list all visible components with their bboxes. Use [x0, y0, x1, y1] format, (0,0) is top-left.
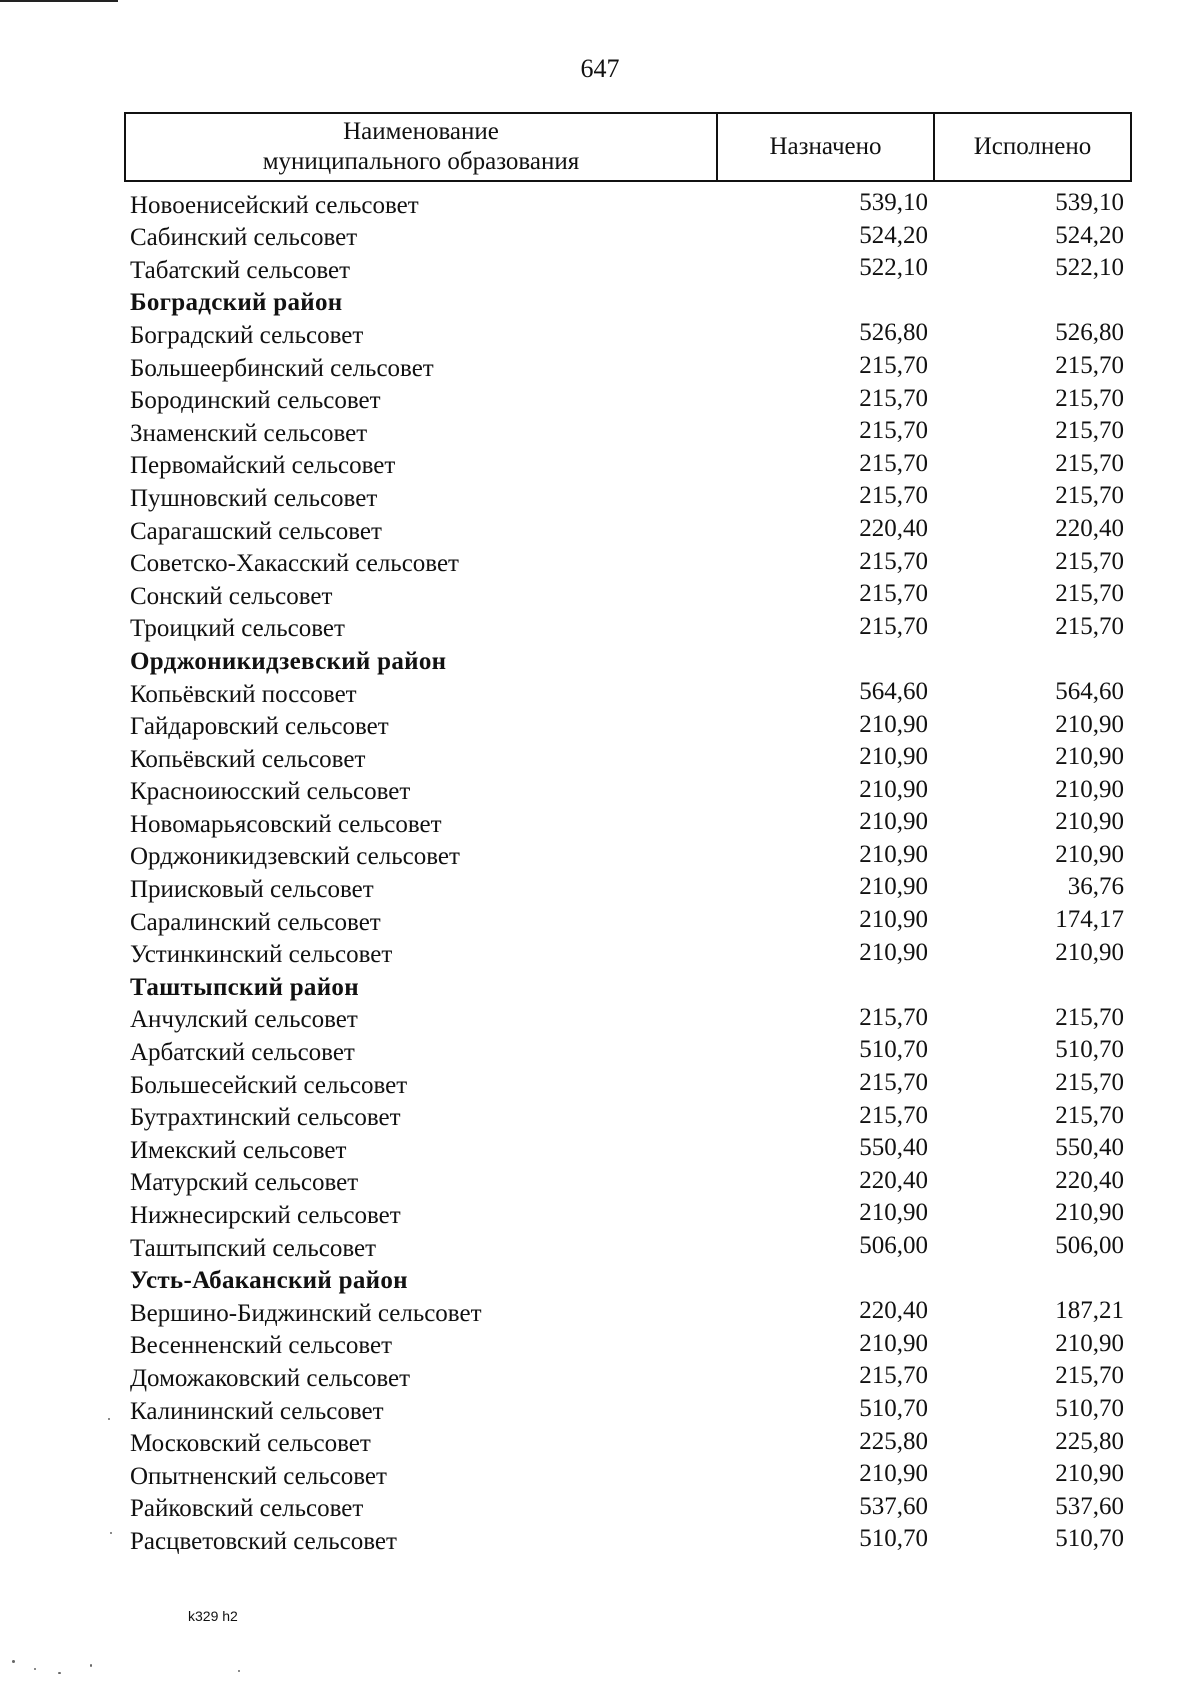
executed-value: 210,90 [1055, 710, 1124, 738]
assigned-value: 215,70 [859, 449, 928, 477]
executed-value: 524,20 [1055, 221, 1124, 249]
executed-value: 215,70 [1055, 1101, 1124, 1129]
scan-speck [34, 1668, 36, 1670]
scan-speck [90, 1664, 92, 1667]
assigned-value: 215,70 [859, 612, 928, 640]
table-body [128, 188, 1132, 1557]
executed-value: 522,10 [1055, 254, 1124, 282]
assigned-value: 215,70 [859, 547, 928, 575]
header-name [126, 114, 718, 180]
table-row [128, 905, 1132, 938]
scan-speck [110, 1532, 112, 1534]
municipality-name: Новомарьясовский сельсовет [130, 810, 442, 838]
table-row [128, 514, 1132, 547]
table-row [128, 1524, 1132, 1557]
assigned-value: 215,70 [859, 1003, 928, 1031]
municipality-name: Большеербинский сельсовет [130, 354, 434, 382]
assigned-value: 510,70 [859, 1036, 928, 1064]
municipality-name: Калининский сельсовет [130, 1397, 384, 1425]
municipality-name: Пушновский сельсовет [130, 484, 378, 512]
executed-value: 36,76 [1067, 873, 1124, 901]
assigned-value: 210,90 [859, 906, 928, 934]
assigned-value: 220,40 [859, 514, 928, 542]
table-row [128, 1361, 1132, 1394]
assigned-value: 210,90 [859, 743, 928, 771]
table-row [128, 1003, 1132, 1036]
assigned-value: 215,70 [859, 1069, 928, 1097]
assigned-value: 564,60 [859, 677, 928, 705]
municipality-name: Сабинский сельсовет [130, 224, 358, 252]
assigned-value: 210,90 [859, 775, 928, 803]
assigned-value: 210,90 [859, 1460, 928, 1488]
table-row [128, 1133, 1132, 1166]
executed-value: 210,90 [1055, 938, 1124, 966]
municipality-name: Вершино-Биджинский сельсовет [130, 1299, 482, 1327]
municipality-name: Расцветовский сельсовет [130, 1527, 397, 1555]
municipality-name: Знаменский сельсовет [130, 419, 368, 447]
municipality-name: Советско-Хакасский сельсовет [130, 550, 459, 578]
executed-value: 537,60 [1055, 1492, 1124, 1520]
municipality-name: Красноиюсский сельсовет [130, 778, 411, 806]
municipality-name: Новоенисейский сельсовет [130, 191, 419, 219]
table-row [128, 351, 1132, 384]
executed-value: 215,70 [1055, 1362, 1124, 1390]
assigned-value: 215,70 [859, 1101, 928, 1129]
executed-value: 215,70 [1055, 417, 1124, 445]
table-row [128, 1166, 1132, 1199]
assigned-value: 550,40 [859, 1134, 928, 1162]
executed-value: 215,70 [1055, 1003, 1124, 1031]
table-row [128, 579, 1132, 612]
table-row [128, 188, 1132, 221]
executed-value: 510,70 [1055, 1036, 1124, 1064]
header-name-line1: Наименование [343, 118, 499, 145]
municipality-name: Саралинский сельсовет [130, 908, 381, 936]
assigned-value: 524,20 [859, 221, 928, 249]
municipality-name: Весенненский сельсовет [130, 1332, 393, 1360]
executed-value: 564,60 [1055, 677, 1124, 705]
assigned-value: 526,80 [859, 319, 928, 347]
executed-value: 526,80 [1055, 319, 1124, 347]
executed-value: 215,70 [1055, 580, 1124, 608]
executed-value: 220,40 [1055, 514, 1124, 542]
assigned-value: 537,60 [859, 1492, 928, 1520]
table-row [128, 1296, 1132, 1329]
executed-value: 215,70 [1055, 449, 1124, 477]
executed-value: 220,40 [1055, 1166, 1124, 1194]
district-row [128, 644, 1132, 677]
header-name-line2: муниципального образования [262, 148, 580, 175]
assigned-value: 210,90 [859, 938, 928, 966]
executed-value: 215,70 [1055, 612, 1124, 640]
scan-speck [108, 1418, 110, 1420]
table-row [128, 872, 1132, 905]
municipality-name: Копьёвский сельсовет [130, 745, 366, 773]
footer-code: k329 h2 [188, 1608, 238, 1624]
table-row [128, 449, 1132, 482]
district-row [128, 970, 1132, 1003]
assigned-value: 510,70 [859, 1394, 928, 1422]
executed-value: 539,10 [1055, 189, 1124, 216]
municipality-name: Сарагашский сельсовет [130, 517, 382, 545]
table-row [128, 1101, 1132, 1134]
municipality-name: Райковский сельсовет [130, 1495, 364, 1523]
scan-speck [238, 1670, 240, 1672]
table-row [128, 416, 1132, 449]
assigned-value: 225,80 [859, 1427, 928, 1455]
municipality-name: Таштыпский сельсовет [130, 1234, 376, 1262]
table-row [128, 807, 1132, 840]
executed-value: 215,70 [1055, 482, 1124, 510]
table-row [128, 481, 1132, 514]
executed-value: 215,70 [1055, 547, 1124, 575]
executed-value: 174,17 [1055, 906, 1124, 934]
municipality-name: Анчулский сельсовет [130, 1006, 358, 1034]
assigned-value: 210,90 [859, 873, 928, 901]
executed-value: 210,90 [1055, 808, 1124, 836]
municipality-name: Первомайский сельсовет [130, 452, 396, 480]
assigned-value: 215,70 [859, 417, 928, 445]
scan-corner-line [0, 0, 118, 2]
municipality-name: Доможаковский сельсовет [130, 1364, 411, 1392]
district-name: Боградский район [130, 289, 343, 317]
municipality-name: Имекский сельсовет [130, 1136, 347, 1164]
scan-speck [58, 1672, 61, 1674]
executed-value: 215,70 [1055, 1069, 1124, 1097]
table-row [128, 253, 1132, 286]
executed-value: 215,70 [1055, 351, 1124, 379]
table-row [128, 318, 1132, 351]
municipality-name: Гайдаровский сельсовет [130, 713, 389, 741]
municipality-name: Матурский сельсовет [130, 1169, 359, 1197]
municipality-name: Большесейский сельсовет [130, 1071, 408, 1099]
municipality-name: Копьёвский поссовет [130, 680, 357, 708]
municipality-name: Орджоникидзевский сельсовет [130, 843, 460, 871]
assigned-value: 210,90 [859, 1199, 928, 1227]
table-row [128, 384, 1132, 417]
table-header [124, 112, 1132, 182]
municipality-name: Бородинский сельсовет [130, 387, 381, 415]
table-row [128, 1329, 1132, 1362]
executed-value: 210,90 [1055, 1460, 1124, 1488]
municipality-name: Опытненский сельсовет [130, 1462, 387, 1490]
executed-value: 210,90 [1055, 1329, 1124, 1357]
municipality-name: Боградский сельсовет [130, 321, 364, 349]
executed-value: 225,80 [1055, 1427, 1124, 1455]
district-name: Орджоникидзевский район [130, 647, 447, 675]
table-row [128, 547, 1132, 580]
assigned-value: 210,90 [859, 710, 928, 738]
assigned-value: 215,70 [859, 580, 928, 608]
municipality-name: Троицкий сельсовет [130, 615, 345, 643]
header-assigned: Назначено [718, 114, 935, 180]
executed-value: 210,90 [1055, 775, 1124, 803]
table-row [128, 1035, 1132, 1068]
executed-value: 510,70 [1055, 1394, 1124, 1422]
executed-value: 210,90 [1055, 840, 1124, 868]
executed-value: 215,70 [1055, 384, 1124, 412]
table-row [128, 1231, 1132, 1264]
assigned-value: 522,10 [859, 254, 928, 282]
assigned-value: 220,40 [859, 1297, 928, 1325]
executed-value: 506,00 [1055, 1232, 1124, 1259]
municipality-name: Сонский сельсовет [130, 582, 333, 610]
executed-value: 187,21 [1055, 1297, 1124, 1325]
table-row [128, 840, 1132, 873]
district-row [128, 286, 1132, 319]
table-row [128, 1492, 1132, 1525]
district-row [128, 1264, 1132, 1297]
table-row [128, 775, 1132, 808]
executed-value: 510,70 [1055, 1525, 1124, 1553]
table-row [128, 1459, 1132, 1492]
assigned-value: 215,70 [859, 482, 928, 510]
municipality-name: Приисковый сельсовет [130, 876, 374, 904]
table-row [128, 742, 1132, 775]
district-name: Усть-Абаканский район [130, 1267, 408, 1295]
assigned-value: 506,00 [859, 1232, 928, 1259]
page-number: 647 [580, 54, 620, 83]
executed-value: 210,90 [1055, 1199, 1124, 1227]
header-executed: Исполнено [973, 133, 1092, 160]
assigned-value: 210,90 [859, 1329, 928, 1357]
table-row [128, 938, 1132, 971]
assigned-value: 215,70 [859, 384, 928, 412]
municipality-name: Московский сельсовет [130, 1430, 371, 1458]
table-row [128, 1068, 1132, 1101]
table-row [128, 677, 1132, 710]
assigned-value: 215,70 [859, 1362, 928, 1390]
municipality-name: Устинкинский сельсовет [130, 941, 393, 969]
district-name: Таштыпский район [130, 973, 359, 1001]
assigned-value: 220,40 [859, 1166, 928, 1194]
assigned-value: 510,70 [859, 1525, 928, 1553]
municipality-name: Бутрахтинский сельсовет [130, 1104, 401, 1132]
executed-value: 210,90 [1055, 743, 1124, 771]
assigned-value: 215,70 [859, 351, 928, 379]
assigned-value: 210,90 [859, 840, 928, 868]
executed-value: 550,40 [1055, 1134, 1124, 1162]
scan-speck [12, 1660, 15, 1663]
assigned-value: 539,10 [859, 189, 928, 216]
municipality-name: Нижнесирский сельсовет [130, 1202, 401, 1229]
table-row [128, 1198, 1132, 1231]
table-row [128, 710, 1132, 743]
municipality-name: Табатский сельсовет [130, 256, 351, 284]
municipality-name: Арбатский сельсовет [130, 1039, 355, 1067]
table-row [128, 1427, 1132, 1460]
assigned-value: 210,90 [859, 808, 928, 836]
table-row [128, 221, 1132, 254]
table-row [128, 612, 1132, 645]
table-row [128, 1394, 1132, 1427]
